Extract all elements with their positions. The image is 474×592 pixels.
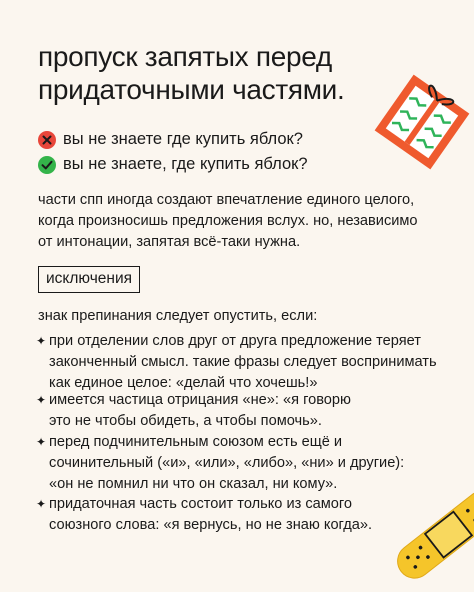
list-item-line: это не чтобы обидеть, а чтобы помочь». bbox=[49, 413, 322, 429]
title-line-2: придаточными частями. bbox=[38, 74, 345, 105]
bandage-illustration bbox=[380, 480, 474, 580]
example-incorrect-text: вы не знаете где купить яблок? bbox=[63, 130, 303, 148]
bullet-star-icon: ✦ bbox=[36, 334, 47, 348]
list-item-line: придаточная часть состоит только из самого bbox=[49, 496, 353, 512]
example-correct-text: вы не знаете, где купить яблок? bbox=[63, 155, 308, 173]
section-tag: исключения bbox=[38, 266, 140, 293]
list-item-line: как единое целое: «делай что хочешь!» bbox=[49, 375, 318, 391]
intro-paragraph bbox=[38, 190, 438, 253]
bullet-star-icon: ✦ bbox=[36, 393, 47, 407]
bullet-star-icon: ✦ bbox=[36, 497, 47, 511]
intro-line: когда произносишь предложения вслух. но, независимо bbox=[38, 213, 418, 229]
page-title bbox=[38, 40, 358, 106]
list-item-line: «он не помнил ни что он сказал, ни кому». bbox=[49, 476, 338, 492]
intro-line: части спп иногда создают впечатление единого целого, bbox=[38, 192, 415, 208]
list-item-line: имеется частица отрицания «не»: «я говорю bbox=[49, 392, 351, 408]
example-incorrect bbox=[38, 130, 303, 149]
bullet-star-icon: ✦ bbox=[36, 435, 47, 449]
list-item-line: законченный смысл. такие фразы следует воспринимать bbox=[49, 354, 437, 370]
intro-line: от интонации, запятая всё-таки нужна. bbox=[38, 234, 301, 250]
cross-icon bbox=[38, 131, 56, 149]
lead-text: знак препинания следует опустить, если: bbox=[38, 308, 318, 324]
list-item-line: союзного слова: «я вернусь, но не знаю когда». bbox=[49, 517, 373, 533]
example-correct bbox=[38, 155, 308, 174]
list-item-line: сочинительный («и», «или», «либо», «ни» и другие): bbox=[49, 455, 405, 471]
list-item-line: при отделении слов друг от друга предложение теряет bbox=[49, 333, 421, 349]
gift-box-illustration bbox=[370, 70, 474, 174]
title-line-1: пропуск запятых перед bbox=[38, 41, 332, 72]
check-icon bbox=[38, 156, 56, 174]
list-item-line: перед подчинительным союзом есть ещё и bbox=[49, 434, 343, 450]
